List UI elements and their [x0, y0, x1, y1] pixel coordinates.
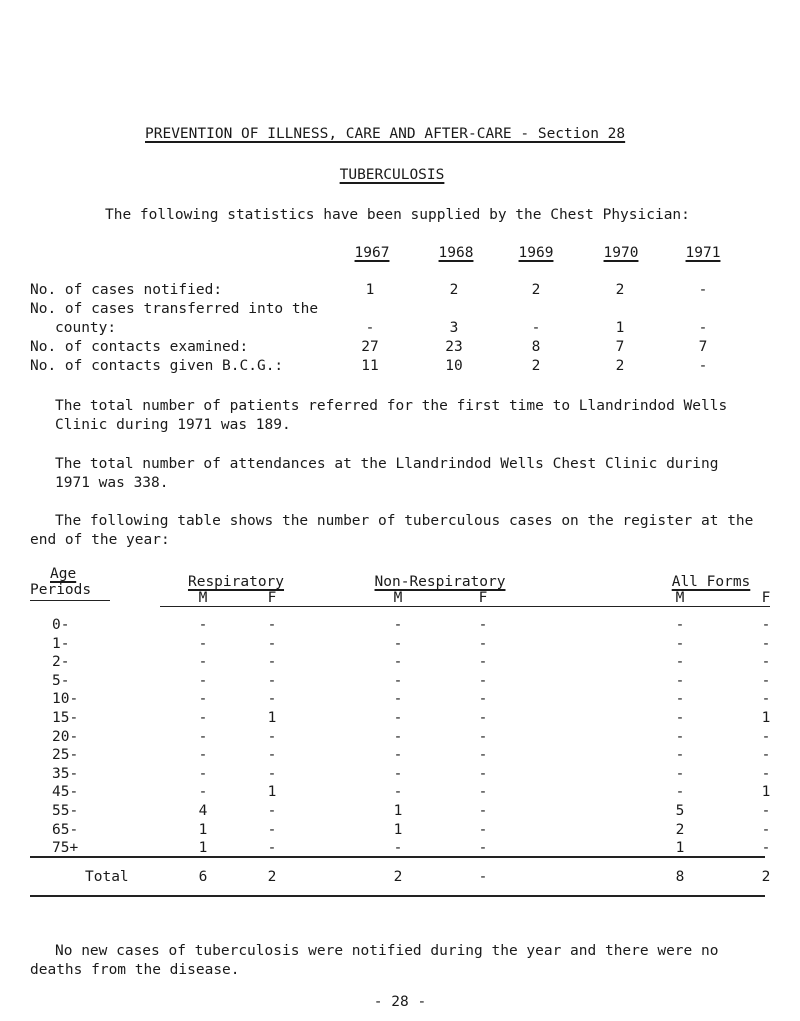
register-cell: - [675, 617, 685, 633]
register-cell: - [198, 784, 208, 801]
register-cell: - [198, 654, 208, 671]
register-cell: - [198, 710, 208, 726]
age-period-label: 1- [52, 635, 70, 652]
register-cell: - [393, 691, 403, 708]
total-label: Total [85, 869, 129, 885]
register-cell: - [267, 728, 277, 745]
col-f: F [267, 590, 277, 606]
register-cell: - [761, 747, 771, 764]
age-period-label: 25- [52, 747, 79, 764]
age-period-label: 35- [52, 765, 79, 782]
stats-row-label-cont: county: [55, 320, 117, 336]
register-cell: - [761, 617, 771, 633]
col-f: F [761, 590, 771, 606]
total-cell: 6 [198, 869, 208, 885]
register-cell: - [198, 747, 208, 764]
register-cell: - [675, 747, 685, 764]
register-cell: - [198, 672, 208, 689]
register-cell: - [761, 803, 771, 819]
non-respiratory-heading: Non-Respiratory [374, 574, 506, 590]
register-cell: 5 [675, 803, 685, 819]
stats-row-label: No. of contacts given B.C.G.: [30, 358, 284, 374]
age-period-label: 55- [52, 803, 79, 819]
register-cell: - [267, 654, 277, 671]
register-cell: - [393, 784, 403, 801]
stats-cell: 23 [445, 339, 463, 355]
register-cell: - [478, 803, 488, 819]
register-cell: 1 [393, 821, 403, 838]
register-cell: - [267, 617, 277, 633]
year-heading: 1968 [438, 245, 474, 261]
register-cell: - [267, 747, 277, 764]
col-m: M [198, 590, 208, 606]
register-cell: - [198, 617, 208, 633]
register-cell: 1 [675, 840, 685, 857]
total-cell: - [478, 869, 488, 885]
register-cell: - [267, 765, 277, 782]
register-cell: - [267, 672, 277, 689]
stats-cell: 7 [698, 339, 708, 355]
stats-cell: 2 [531, 358, 541, 374]
stats-cell: 1 [365, 282, 375, 298]
register-cell: - [198, 765, 208, 782]
register-cell: - [267, 691, 277, 708]
register-cell: - [393, 635, 403, 652]
register-cell: - [198, 728, 208, 745]
register-intro-paragraph: The following table shows the number of tuberculous cases on the register at the end of the year: [30, 513, 754, 548]
total-cell: 8 [675, 869, 685, 885]
register-cell: - [393, 747, 403, 764]
register-cell: - [675, 654, 685, 671]
register-cell: - [267, 821, 277, 838]
register-cell: - [675, 710, 685, 726]
register-cell: - [761, 728, 771, 745]
stats-cell: 2 [449, 282, 459, 298]
register-cell: - [267, 635, 277, 652]
register-cell: 1 [393, 803, 403, 819]
intro-text: The following statistics have been supplied by the Chest Physician: [105, 207, 690, 223]
register-cell: - [761, 765, 771, 782]
register-cell: - [478, 672, 488, 689]
register-cell: 1 [267, 784, 277, 801]
col-f: F [478, 590, 488, 606]
stats-cell: 11 [361, 358, 379, 374]
age-heading: Age [50, 566, 77, 582]
stats-row-label: No. of cases notified: [30, 282, 223, 298]
year-heading: 1970 [603, 245, 639, 261]
register-cell: - [761, 821, 771, 838]
register-cell: - [393, 765, 403, 782]
register-cell: - [675, 765, 685, 782]
register-cell: 4 [198, 803, 208, 819]
register-cell: - [478, 691, 488, 708]
stats-cell: 8 [531, 339, 541, 355]
stats-row-label: No. of contacts examined: [30, 339, 249, 355]
age-period-label: 20- [52, 728, 79, 745]
age-period-label: 75+ [52, 840, 79, 857]
stats-cell: - [698, 358, 708, 374]
stats-cell: 2 [615, 282, 625, 298]
register-cell: - [675, 728, 685, 745]
register-cell: 1 [761, 784, 771, 801]
register-cell: - [478, 654, 488, 671]
age-period-label: 45- [52, 784, 79, 801]
register-cell: 2 [675, 821, 685, 838]
referred-paragraph: The total number of patients referred for the first time to Llandrindod Wells Clinic during 1971 was 189. [55, 398, 728, 433]
register-cell: - [393, 617, 403, 633]
age-period-label: 65- [52, 821, 79, 838]
register-cell: - [761, 691, 771, 708]
age-period-label: 10- [52, 691, 79, 708]
stats-cell: 27 [361, 339, 379, 355]
register-cell: - [393, 728, 403, 745]
col-m: M [393, 590, 403, 606]
all-forms-heading: All Forms [671, 574, 751, 590]
year-heading: 1971 [685, 245, 721, 261]
register-cell: - [761, 654, 771, 671]
register-cell: 1 [267, 710, 277, 726]
respiratory-heading: Respiratory [187, 574, 285, 590]
register-cell: - [478, 840, 488, 857]
register-cell: - [478, 710, 488, 726]
attendances-paragraph: The total number of attendances at the Llandrindod Wells Chest Clinic during 1971 was 338. [55, 456, 719, 491]
total-cell: 2 [393, 869, 403, 885]
periods-heading: Periods [30, 582, 92, 598]
age-period-label: 2- [52, 654, 70, 671]
stats-cell: - [698, 320, 708, 336]
stats-cell: 2 [531, 282, 541, 298]
register-cell: - [675, 672, 685, 689]
page-number: - 28 - [373, 994, 427, 1010]
tuberculosis-subtitle: TUBERCULOSIS [339, 167, 445, 183]
register-cell: 1 [198, 840, 208, 857]
register-cell: - [393, 840, 403, 857]
stats-cell: 1 [615, 320, 625, 336]
register-cell: - [478, 635, 488, 652]
register-cell: - [675, 691, 685, 708]
year-heading: 1967 [354, 245, 390, 261]
register-cell: - [761, 672, 771, 689]
year-heading: 1969 [518, 245, 554, 261]
stats-cell: 10 [445, 358, 463, 374]
register-cell: - [761, 840, 771, 857]
section-title: PREVENTION OF ILLNESS, CARE AND AFTER-CARE - Section 28 [145, 126, 626, 142]
stats-row-label: No. of cases transferred into the [30, 301, 319, 317]
register-cell: - [478, 747, 488, 764]
closing-paragraph: No new cases of tuberculosis were notified during the year and there were no deaths from the disease. [30, 943, 719, 978]
col-m: M [675, 590, 685, 606]
register-cell: - [478, 765, 488, 782]
register-cell: 1 [198, 821, 208, 838]
age-period-label: 5- [52, 672, 70, 689]
register-cell: - [198, 691, 208, 708]
stats-cell: 2 [615, 358, 625, 374]
age-period-label: 0- [52, 617, 70, 633]
register-cell: - [393, 710, 403, 726]
stats-cell: - [698, 282, 708, 298]
register-cell: - [198, 635, 208, 652]
register-cell: - [478, 617, 488, 633]
register-cell: - [761, 635, 771, 652]
stats-cell: 3 [449, 320, 459, 336]
stats-cell: - [531, 320, 541, 336]
register-cell: - [478, 821, 488, 838]
age-period-label: 15- [52, 710, 79, 726]
register-cell: - [478, 728, 488, 745]
register-cell: - [675, 635, 685, 652]
total-cell: 2 [761, 869, 771, 885]
register-cell: - [675, 784, 685, 801]
register-cell: - [267, 803, 277, 819]
register-cell: 1 [761, 710, 771, 726]
stats-cell: 7 [615, 339, 625, 355]
register-cell: - [393, 654, 403, 671]
register-cell: - [478, 784, 488, 801]
register-cell: - [267, 840, 277, 857]
stats-cell: - [365, 320, 375, 336]
register-cell: - [393, 672, 403, 689]
total-cell: 2 [267, 869, 277, 885]
